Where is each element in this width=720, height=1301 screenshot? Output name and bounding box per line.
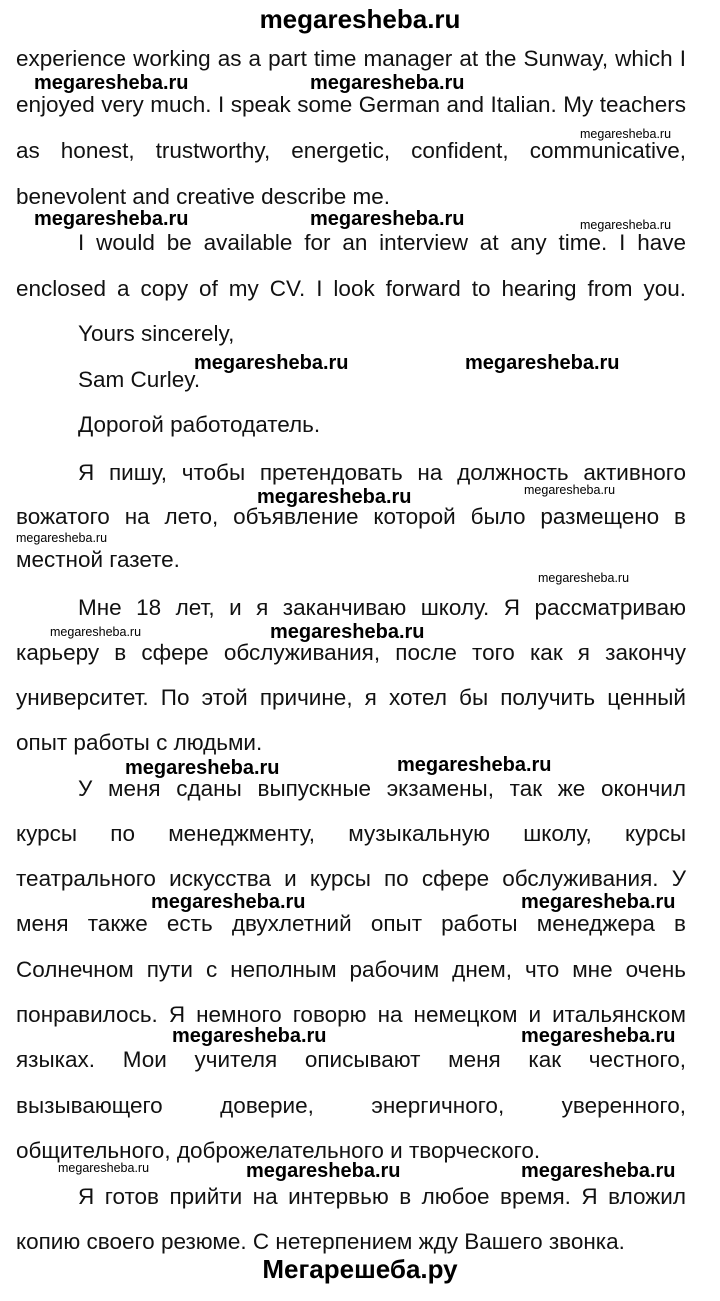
watermark: megaresheba.ru <box>246 1160 401 1182</box>
text-line: местной газете. <box>16 547 180 572</box>
watermark: megaresheba.ru <box>34 72 189 94</box>
text-line: меня также есть двухлетний опыт работы менеджера в <box>16 911 686 936</box>
watermark: megaresheba.ru <box>580 218 672 232</box>
watermark: megaresheba.ru <box>397 754 552 776</box>
watermark: megaresheba.ru <box>580 127 672 141</box>
watermark: megaresheba.ru <box>172 1025 327 1047</box>
watermark: megaresheba.ru <box>310 72 465 94</box>
text-line: enjoyed very much. I speak some German and Italian. My teachers <box>16 92 686 117</box>
watermark: megaresheba.ru <box>538 571 630 585</box>
watermark: megaresheba.ru <box>521 1025 676 1047</box>
text-line: enclosed a copy of my CV. I look forward to hearing from you. <box>16 276 686 301</box>
text-line: общительного, доброжелательного и творческого. <box>16 1138 541 1163</box>
text-line: вожатого на лето, объявление которой было размещено в <box>16 504 686 529</box>
text-line: университет. По этой причине, я хотел бы получить ценный <box>16 685 686 710</box>
text-line: I would be available for an interview at any time. I have <box>78 230 686 255</box>
watermark: megaresheba.ru <box>521 1160 676 1182</box>
watermark: megaresheba.ru <box>151 891 306 913</box>
text-line: понравилось. Я немного говорю на немецком и итальянском <box>16 1002 686 1027</box>
text-line: Я пишу, чтобы претендовать на должность активного <box>78 460 686 485</box>
watermark: megaresheba.ru <box>34 208 189 230</box>
watermark: megaresheba.ru <box>465 352 620 374</box>
text-line: У меня сданы выпускные экзамены, так же окончил <box>78 776 686 801</box>
text-line: Солнечном пути с неполным рабочим днем, что мне очень <box>16 957 686 982</box>
text-line: копию своего резюме. С нетерпением жду Вашего звонка. <box>16 1229 625 1254</box>
watermark: megaresheba.ru <box>194 352 349 374</box>
salutation: Дорогой работодатель. <box>78 412 321 437</box>
watermark: megaresheba.ru <box>270 621 425 643</box>
watermark: megaresheba.ru <box>50 625 142 639</box>
text-line: Мне 18 лет, и я заканчиваю школу. Я рассматриваю <box>78 595 686 620</box>
text-line: опыт работы с людьми. <box>16 730 263 755</box>
text-line: as honest, trustworthy, energetic, confident, communicative, <box>16 138 686 163</box>
text-line: вызывающего доверие, энергичного, уверенного, <box>16 1093 686 1118</box>
watermark: megaresheba.ru <box>125 757 280 779</box>
site-footer: Мегарешеба.ру <box>262 1254 458 1284</box>
closing-line: Yours sincerely, <box>78 321 235 346</box>
watermark: megaresheba.ru <box>524 483 616 497</box>
site-header: megaresheba.ru <box>259 4 461 34</box>
signature-name: Sam Curley. <box>78 367 201 392</box>
text-line: курсы по менеджменту, музыкальную школу, курсы <box>16 821 686 846</box>
text-line: языках. Мои учителя описывают меня как честного, <box>16 1047 686 1072</box>
text-line: benevolent and creative describe me. <box>16 184 390 209</box>
text-line: театрального искусства и курсы по сфере обслуживания. У <box>16 866 686 891</box>
text-line: Я готов прийти на интервью в любое время. Я вложил <box>78 1184 686 1209</box>
watermark: megaresheba.ru <box>16 531 108 545</box>
watermark: megaresheba.ru <box>310 208 465 230</box>
watermark: megaresheba.ru <box>257 486 412 508</box>
text-line: карьеру в сфере обслуживания, после того как я закончу <box>16 640 686 665</box>
text-line: experience working as a part time manager at the Sunway, which I <box>16 46 686 71</box>
watermark: megaresheba.ru <box>58 1161 150 1175</box>
watermark: megaresheba.ru <box>521 891 676 913</box>
